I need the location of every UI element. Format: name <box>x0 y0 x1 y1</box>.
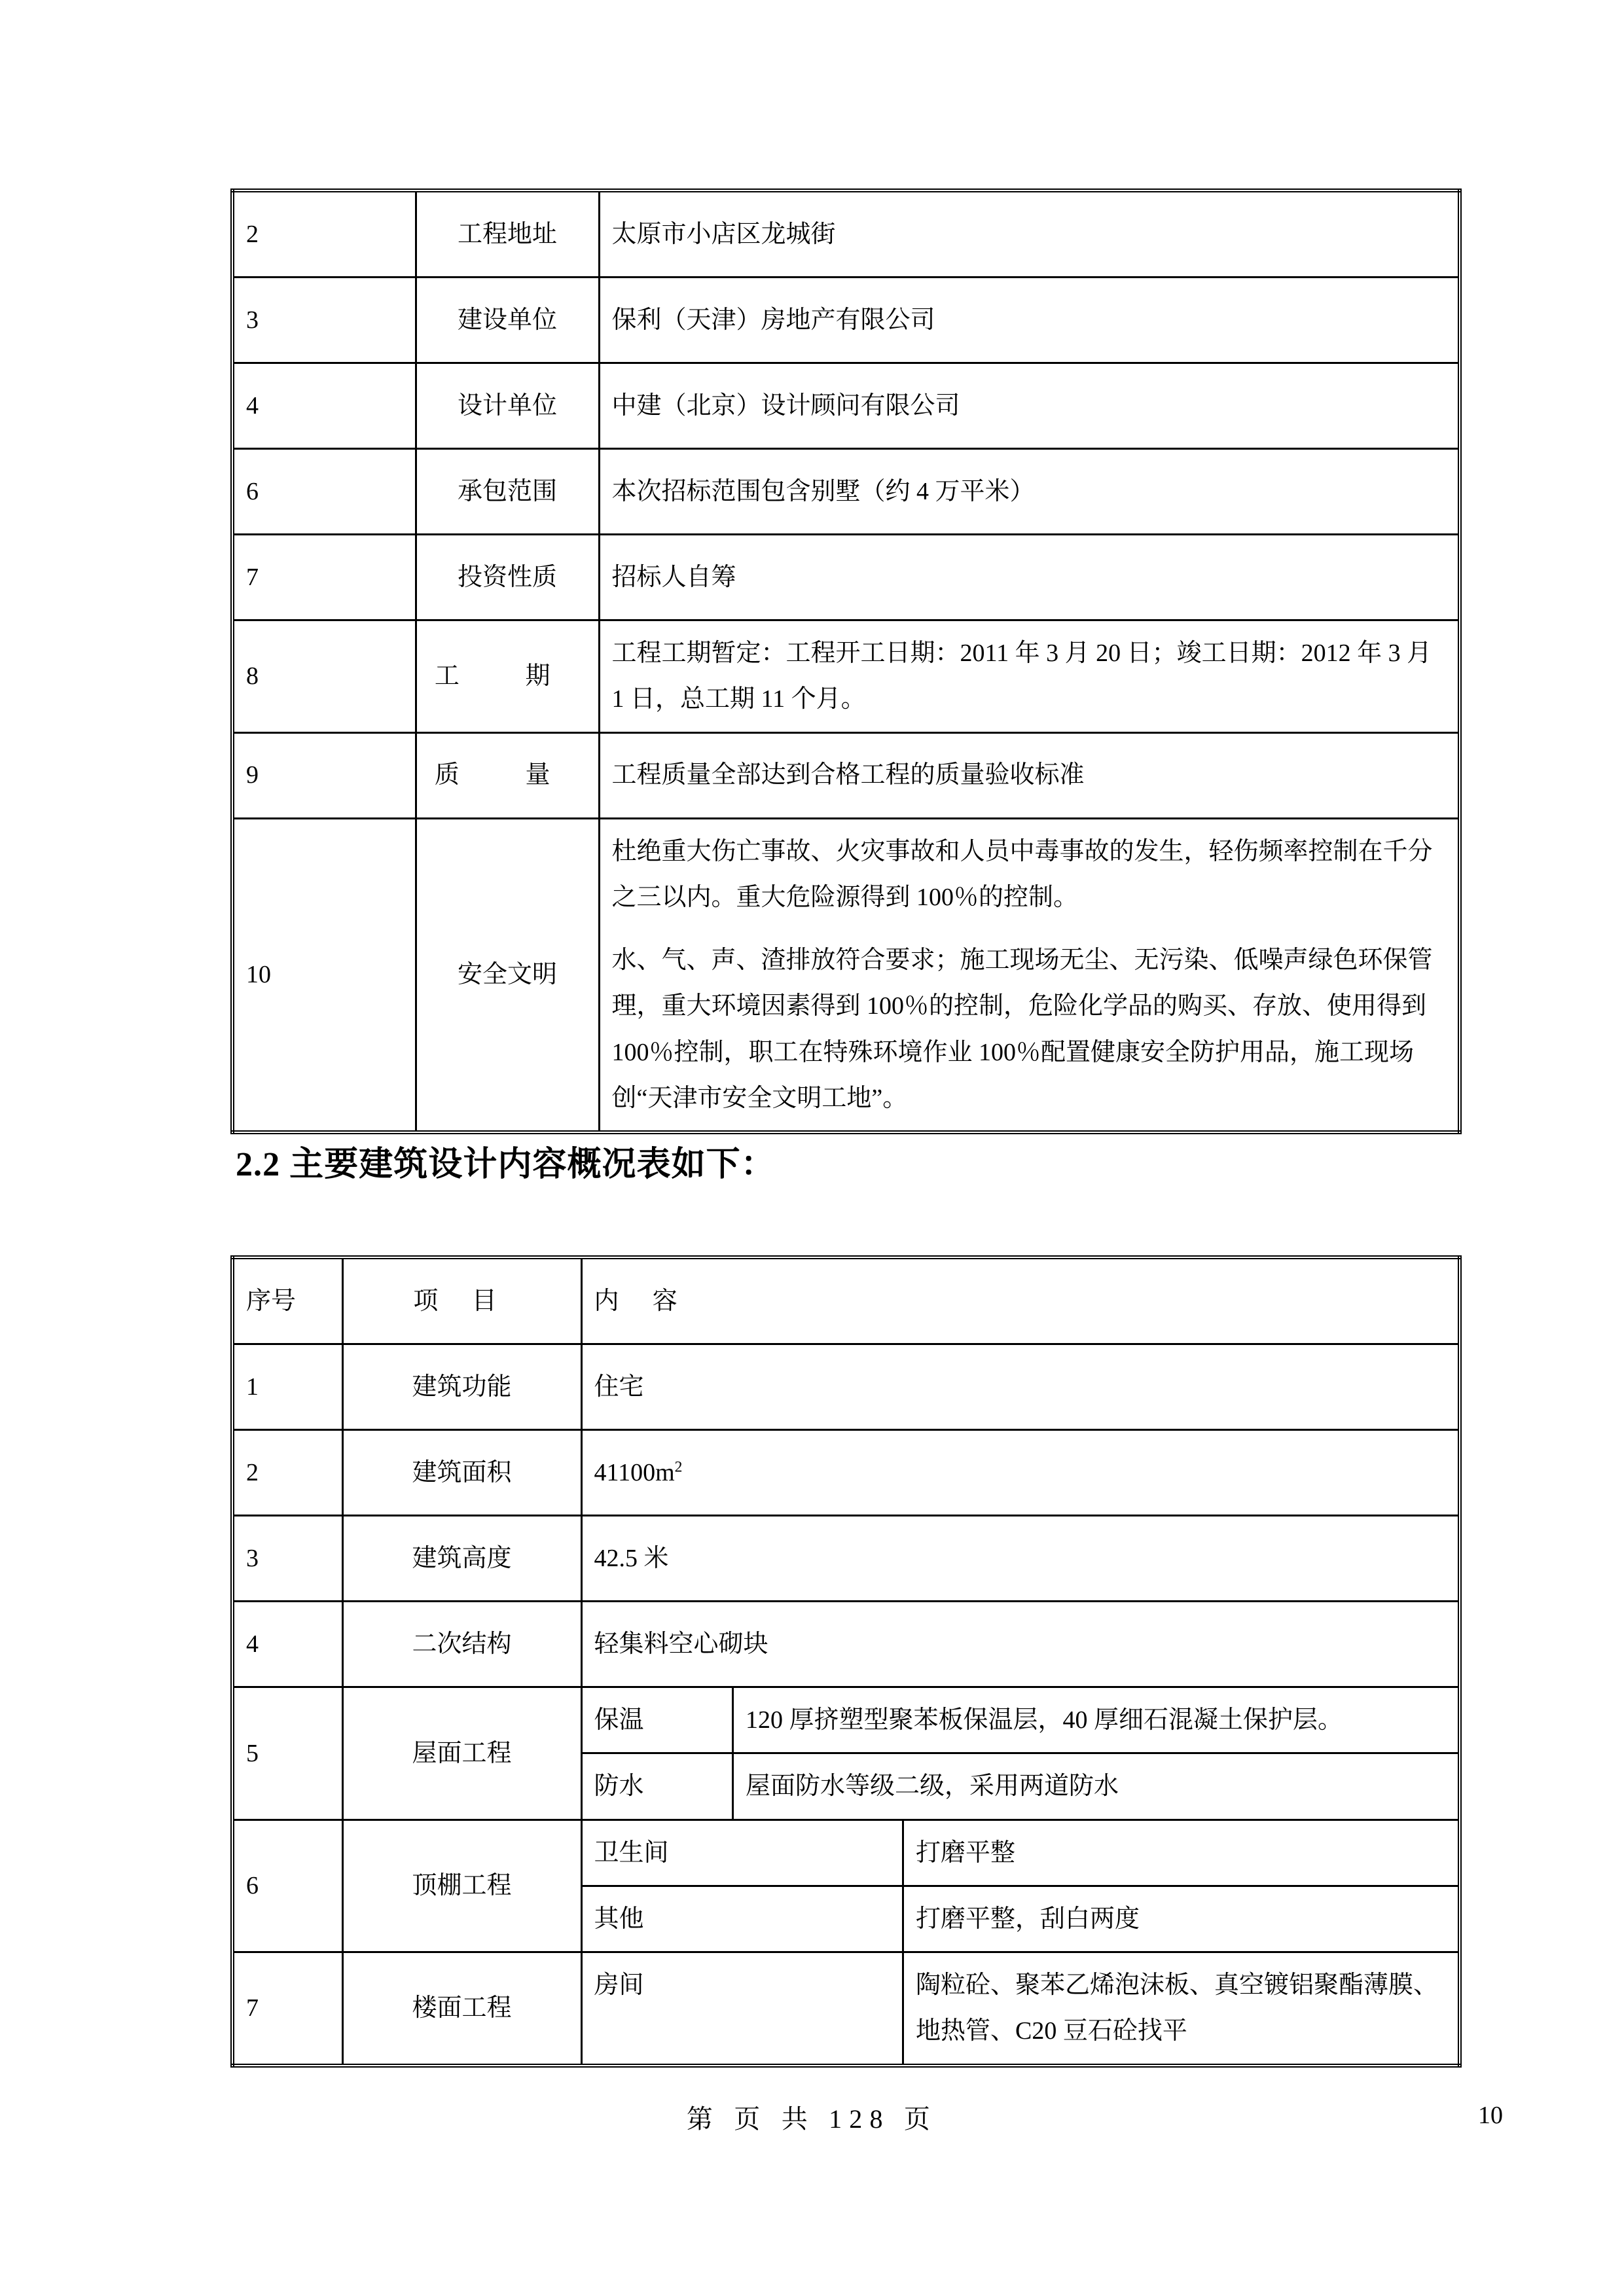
subtable-ceiling <box>583 1821 1458 1952</box>
row-number: 3 <box>232 1516 342 1602</box>
row-number: 6 <box>232 449 416 535</box>
table-row <box>232 732 1460 818</box>
area-exponent: 2 <box>674 1458 683 1476</box>
table-row <box>232 818 1460 1132</box>
row-value-safety <box>599 818 1460 1132</box>
row-number: 4 <box>232 1602 342 1687</box>
row-item: 建筑面积 <box>342 1430 581 1516</box>
subtable-floor <box>583 1953 1458 2064</box>
table-row <box>232 1952 1460 2066</box>
safety-paragraph-1: 杜绝重大伤亡事故、火灾事故和人员中毒事故的发生，轻伤频率控制在千分之三以内。重大危险源得到 100％的控制。 <box>611 837 1433 911</box>
row-value: 工程工期暂定：工程开工日期：2011 年 3 月 20 日；竣工日期：2012 年 3 月 1 日，总工期 11 个月。 <box>599 620 1460 733</box>
table-row <box>232 1430 1460 1516</box>
row-value: 保利（天津）房地产有限公司 <box>599 278 1460 363</box>
row-number: 1 <box>232 1344 342 1430</box>
footer-page-count: 第 页 共 128 页 <box>686 2104 938 2134</box>
subtable-row <box>583 1821 1458 1886</box>
subtable-row <box>583 1953 1458 2064</box>
table-row <box>232 449 1460 535</box>
subrow-label: 其他 <box>583 1886 903 1951</box>
page-number: 10 <box>1478 2102 1503 2129</box>
row-item: 顶棚工程 <box>342 1820 581 1952</box>
row-value: 招标人自筹 <box>599 535 1460 620</box>
row-number: 2 <box>232 1430 342 1516</box>
page-footer <box>0 2098 1624 2144</box>
row-value: 住宅 <box>581 1344 1460 1430</box>
subrow-value: 120 厚挤塑型聚苯板保温层，40 厚细石混凝土保护层。 <box>733 1688 1458 1753</box>
row-item: 建筑功能 <box>342 1344 581 1430</box>
subtable-row <box>583 1688 1458 1753</box>
row-item: 建筑高度 <box>342 1516 581 1602</box>
row-item: 承包范围 <box>416 449 599 535</box>
subrow-label: 防水 <box>583 1753 733 1819</box>
subtable-row <box>583 1886 1458 1951</box>
row-item: 投资性质 <box>416 535 599 620</box>
safety-paragraph-2: 水、气、声、渣排放符合要求；施工现场无尘、无污染、低噪声绿色环保管理，重大环境因素得到 100％的控制，危险化学品的购买、存放、使用得到 100％控制，职工在特殊环境作业 100％配置健康安全防护用品，施工现场创“天津市安全文明工地”。 <box>611 946 1433 1113</box>
row-value: 42.5 米 <box>581 1516 1460 1602</box>
table-header-row <box>232 1257 1460 1344</box>
table-row <box>232 1602 1460 1687</box>
subrow-label: 卫生间 <box>583 1821 903 1886</box>
row-value: 中建（北京）设计顾问有限公司 <box>599 363 1460 449</box>
row-item: 安全文明 <box>416 818 599 1132</box>
area-number: 41100m <box>594 1458 675 1486</box>
row-item: 工 期 <box>416 620 599 733</box>
row-subtable-host <box>581 1820 1460 1952</box>
table-building-design <box>230 1255 1462 2068</box>
table-row <box>232 1516 1460 1602</box>
subtable-row <box>583 1753 1458 1819</box>
row-value: 轻集料空心砌块 <box>581 1602 1460 1687</box>
column-header-content: 内 容 <box>581 1257 1460 1344</box>
row-number: 7 <box>232 535 416 620</box>
row-item: 楼面工程 <box>342 1952 581 2066</box>
subrow-value: 陶粒砼、聚苯乙烯泡沫板、真空镀铝聚酯薄膜、地热管、C20 豆石砼找平 <box>916 1971 1439 2045</box>
row-number: 2 <box>232 190 416 278</box>
page-title: 2.2 主要建筑设计内容概况表如下： <box>236 1146 776 1183</box>
row-item: 质 量 <box>416 732 599 818</box>
row-number: 9 <box>232 732 416 818</box>
table-row <box>232 190 1460 278</box>
table-row <box>232 1344 1460 1430</box>
row-value: 本次招标范围包含别墅（约 4 万平米） <box>599 449 1460 535</box>
subrow-value: 打磨平整，刮白两度 <box>916 1905 1140 1933</box>
table-row <box>232 278 1460 363</box>
row-subtable-host <box>581 1952 1460 2066</box>
table-project-overview <box>230 188 1462 1134</box>
row-number: 4 <box>232 363 416 449</box>
row-item: 设计单位 <box>416 363 599 449</box>
table-row <box>232 1687 1460 1820</box>
subtable-roof <box>583 1688 1458 1819</box>
row-subtable-host <box>581 1687 1460 1820</box>
table-row <box>232 535 1460 620</box>
row-item: 二次结构 <box>342 1602 581 1687</box>
column-header-item: 项 目 <box>342 1257 581 1344</box>
subrow-label: 保温 <box>583 1688 733 1753</box>
row-item: 工程地址 <box>416 190 599 278</box>
subrow-label: 房间 <box>583 1953 903 2064</box>
subrow-value: 屋面防水等级二级，采用两道防水 <box>746 1772 1119 1801</box>
subrow-value: 打磨平整 <box>903 1821 1458 1886</box>
row-number: 5 <box>232 1687 342 1820</box>
row-number: 8 <box>232 620 416 733</box>
row-number: 3 <box>232 278 416 363</box>
row-item: 建设单位 <box>416 278 599 363</box>
table-row <box>232 363 1460 449</box>
row-number: 7 <box>232 1952 342 2066</box>
row-number: 10 <box>232 818 416 1132</box>
table-row <box>232 1820 1460 1952</box>
row-value: 工程质量全部达到合格工程的质量验收标准 <box>599 732 1460 818</box>
row-value-area <box>581 1430 1460 1516</box>
table-row <box>232 620 1460 733</box>
row-item: 屋面工程 <box>342 1687 581 1820</box>
row-number: 6 <box>232 1820 342 1952</box>
row-value: 太原市小店区龙城街 <box>599 190 1460 278</box>
column-header-no: 序号 <box>232 1257 342 1344</box>
